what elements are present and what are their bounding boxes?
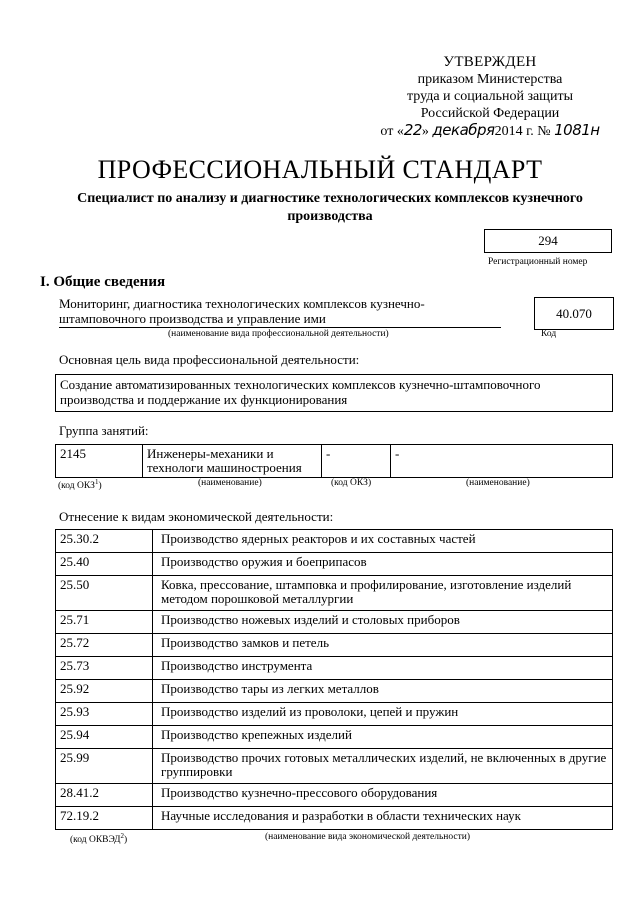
document-title: ПРОФЕССИОНАЛЬНЫЙ СТАНДАРТ xyxy=(97,155,543,184)
econ-code-cell: 25.73 xyxy=(56,657,153,680)
econ-caption-code: (код ОКВЭД$^2$) xyxy=(70,832,128,846)
econ-code-cell: 25.94 xyxy=(56,726,153,749)
econ-name-cell: Ковка, прессование, штамповка и профилирование, изготовление изделий методом порошковой металлургии xyxy=(153,576,613,611)
registration-number-label: Регистрационный номер xyxy=(488,257,588,267)
table-row xyxy=(56,576,613,611)
approval-date-line: от «22» декабря2014 г. № 1081н xyxy=(380,121,600,139)
group-caption-name-1: (наименование) xyxy=(198,478,262,488)
document-subtitle: Специалист по анализу и диагностике технологических комплексов кузнечного производства xyxy=(77,191,583,224)
econ-activity-label: Отнесение к видам экономической деятельности: xyxy=(59,509,334,524)
econ-code-cell: 25.30.2 xyxy=(56,530,153,553)
table-row xyxy=(56,530,613,553)
section-heading: I. Общие сведения xyxy=(40,274,166,290)
econ-name-cell: Производство крепежных изделий xyxy=(153,726,613,749)
econ-caption-name: (наименование вида экономической деятельности) xyxy=(265,832,470,842)
table-row xyxy=(56,680,613,703)
approval-block xyxy=(372,54,608,140)
econ-code-cell: 25.71 xyxy=(56,611,153,634)
group-code-2: - xyxy=(322,445,391,478)
date-day: 22 xyxy=(403,121,422,139)
group-name-2: - xyxy=(391,445,613,478)
table-row xyxy=(56,807,613,830)
econ-code-cell: 25.93 xyxy=(56,703,153,726)
econ-code-cell: 25.72 xyxy=(56,634,153,657)
econ-code-cell: 28.41.2 xyxy=(56,784,153,807)
econ-code-cell: 72.19.2 xyxy=(56,807,153,830)
purpose-text: Создание автоматизированных технологических комплексов кузнечно-штамповочного производства и поддержание их функционирования xyxy=(55,374,613,412)
activity-caption: (наименование вида профессиональной деятельности) xyxy=(168,329,389,339)
econ-code-cell: 25.40 xyxy=(56,553,153,576)
table-row xyxy=(56,445,613,478)
approval-heading: УТВЕРЖДЕН xyxy=(443,54,537,70)
registration-number-box: 294 xyxy=(484,229,612,253)
group-label: Группа занятий: xyxy=(59,423,149,438)
approval-line-3: Российской Федерации xyxy=(420,106,560,121)
occupation-group-table xyxy=(55,444,613,478)
econ-name-cell: Производство кузнечно-прессового оборудования xyxy=(153,784,613,807)
table-row xyxy=(56,726,613,749)
table-row xyxy=(56,611,613,634)
econ-name-cell: Научные исследования и разработки в области технических наук xyxy=(153,807,613,830)
table-row xyxy=(56,657,613,680)
group-name-1: Инженеры-механики и технологи машиностроения xyxy=(143,445,322,478)
group-caption-code-2: (код ОКЗ) xyxy=(331,478,372,488)
approval-line-2: труда и социальной защиты xyxy=(407,89,573,104)
table-row xyxy=(56,634,613,657)
econ-name-cell: Производство тары из легких металлов xyxy=(153,680,613,703)
date-year-prefix: 2014 г. № xyxy=(494,124,551,139)
date-prefix: от « xyxy=(380,124,404,139)
activity-name: Мониторинг, диагностика технологических комплексов кузнечно-штамповочного производства и управление ими xyxy=(59,296,501,328)
econ-name-cell: Производство ножевых изделий и столовых приборов xyxy=(153,611,613,634)
group-caption-code-1: (код ОКЗ$^1$) xyxy=(58,478,102,492)
econ-activity-table xyxy=(55,529,613,830)
table-row xyxy=(56,553,613,576)
econ-name-cell: Производство замков и петель xyxy=(153,634,613,657)
econ-name-cell: Производство оружия и боеприпасов xyxy=(153,553,613,576)
econ-name-cell: Производство ядерных реакторов и их составных частей xyxy=(153,530,613,553)
group-code-1: 2145 xyxy=(56,445,143,478)
group-caption-name-2: (наименование) xyxy=(466,478,530,488)
econ-name-cell: Производство инструмента xyxy=(153,657,613,680)
activity-code-box: 40.070 xyxy=(534,297,614,330)
table-row xyxy=(56,784,613,807)
purpose-label: Основная цель вида профессиональной деятельности: xyxy=(59,352,360,367)
code-caption: Код xyxy=(541,329,557,339)
econ-name-cell: Производство прочих готовых металлических изделий, не включенных в другие группировки xyxy=(153,749,613,784)
table-row xyxy=(56,703,613,726)
econ-code-cell: 25.50 xyxy=(56,576,153,611)
date-month: декабря xyxy=(432,121,495,139)
order-number: 1081н xyxy=(554,121,600,139)
table-row xyxy=(56,749,613,784)
econ-code-cell: 25.92 xyxy=(56,680,153,703)
approval-line-1: приказом Министерства xyxy=(417,72,563,87)
econ-code-cell: 25.99 xyxy=(56,749,153,784)
econ-name-cell: Производство изделий из проволоки, цепей и пружин xyxy=(153,703,613,726)
